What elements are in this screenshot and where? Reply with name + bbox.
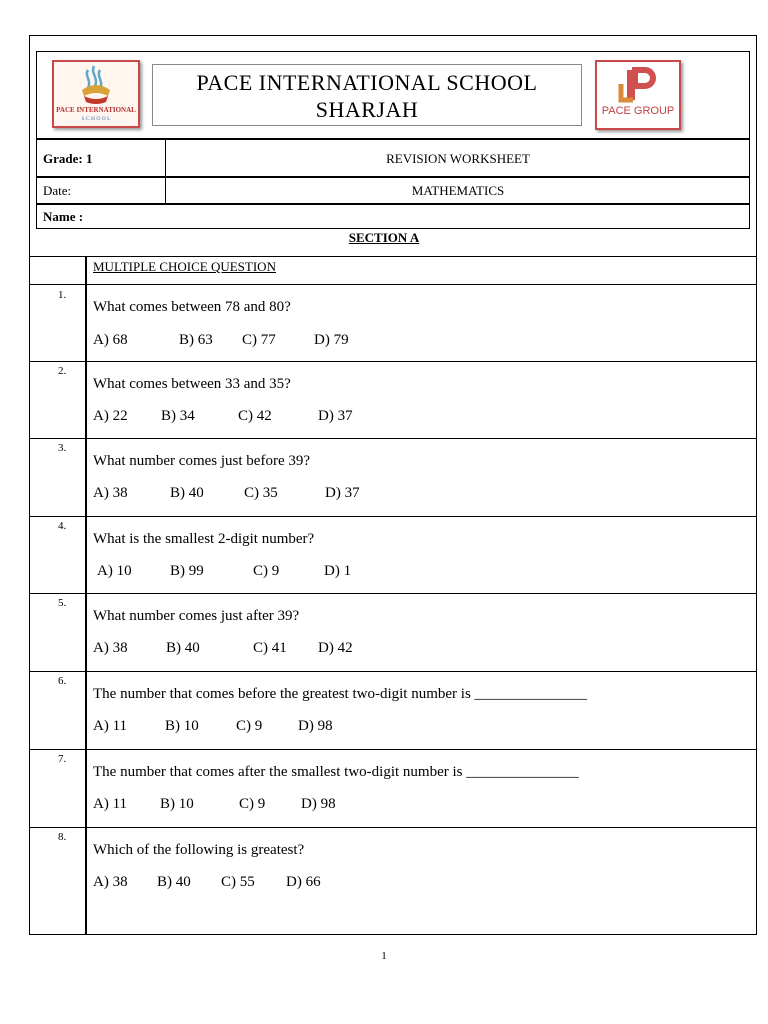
question-number: 6.: [58, 675, 67, 687]
logo-text-primary: PACE INTERNATIONAL: [56, 106, 136, 114]
option-c: C) 77: [242, 332, 276, 348]
option-b: B) 40: [157, 874, 191, 890]
pace-group-logo: [595, 60, 681, 130]
section-title: SECTION A: [348, 230, 420, 245]
option-a: A) 38: [93, 874, 128, 890]
grid-line-8: [29, 827, 757, 828]
option-b: B) 40: [170, 485, 204, 501]
school-name: PACE INTERNATIONAL SCHOOL: [196, 70, 538, 95]
option-b: B) 34: [161, 408, 195, 424]
option-d: D) 1: [324, 563, 352, 579]
option-b: B) 10: [165, 718, 199, 734]
option-b: B) 99: [170, 563, 204, 579]
question-number: 7.: [58, 753, 67, 765]
question-text: What number comes just before 39?: [93, 453, 311, 469]
school-city: SHARJAH: [315, 97, 419, 122]
option-c: C) 35: [244, 485, 278, 501]
subject-label: MATHEMATICS: [411, 183, 505, 198]
grid-line-7: [29, 749, 757, 750]
option-b: B) 40: [166, 640, 200, 656]
question-number: 4.: [58, 520, 67, 532]
grid-line-5: [29, 593, 757, 594]
pace-group-text: PACE GROUP: [601, 105, 675, 117]
school-title-box: [152, 64, 582, 126]
logo-text-secondary: S C H O O L: [81, 116, 111, 122]
grade-row: [36, 139, 750, 177]
question-text: The number that comes before the greatest two-digit number is _______________: [93, 686, 588, 702]
question-text: What is the smallest 2-digit number?: [93, 531, 315, 547]
option-d: D) 98: [301, 796, 336, 812]
option-d: D) 79: [314, 332, 349, 348]
option-c: C) 55: [221, 874, 255, 890]
option-d: D) 98: [298, 718, 333, 734]
number-column-divider: [85, 257, 87, 935]
question-text: What comes between 78 and 80?: [93, 299, 291, 315]
option-a: A) 68: [93, 332, 128, 348]
option-c: C) 9: [236, 718, 263, 734]
school-logo: [52, 60, 140, 128]
name-label: Name :: [43, 209, 84, 224]
option-d: D) 37: [318, 408, 353, 424]
question-text: What number comes just after 39?: [93, 608, 300, 624]
option-c: C) 9: [239, 796, 266, 812]
grid-line-3: [29, 438, 757, 439]
option-c: C) 41: [253, 640, 287, 656]
school-logo-icon: [54, 62, 138, 126]
worksheet-title: REVISION WORKSHEET: [386, 151, 530, 166]
option-c: C) 9: [253, 563, 280, 579]
option-d: D) 37: [325, 485, 360, 501]
option-b: B) 10: [160, 796, 194, 812]
question-number: 5.: [58, 597, 67, 609]
name-row: [36, 204, 750, 229]
option-b: B) 63: [179, 332, 213, 348]
grid-line-2: [29, 361, 757, 362]
question-number: 8.: [58, 831, 67, 843]
grid-line-4: [29, 516, 757, 517]
grid-line-top: [29, 256, 757, 257]
grid-line-6: [29, 671, 757, 672]
question-number: 3.: [58, 442, 67, 454]
option-a: A) 10: [97, 563, 132, 579]
grade-label: Grade: 1: [43, 151, 93, 166]
question-number: 2.: [58, 365, 67, 377]
option-a: A) 38: [93, 485, 128, 501]
option-a: A) 11: [93, 796, 128, 812]
option-c: C) 42: [238, 408, 272, 424]
date-row-divider: [165, 178, 166, 203]
page-number: 1: [381, 950, 387, 962]
option-d: D) 66: [286, 874, 321, 890]
mcq-heading: MULTIPLE CHOICE QUESTION: [93, 259, 276, 274]
option-a: A) 38: [93, 640, 128, 656]
grid-line-1: [29, 284, 757, 285]
option-a: A) 11: [93, 718, 128, 734]
question-text: What comes between 33 and 35?: [93, 376, 291, 392]
question-text: Which of the following is greatest?: [93, 842, 305, 858]
date-label: Date:: [43, 183, 72, 198]
pace-group-logo-icon: [597, 62, 679, 128]
option-a: A) 22: [93, 408, 128, 424]
date-row: [36, 177, 750, 204]
grade-row-divider: [165, 140, 166, 176]
question-text: The number that comes after the smallest two-digit number is _______________: [93, 764, 579, 780]
question-number: 1.: [58, 289, 67, 301]
option-d: D) 42: [318, 640, 353, 656]
